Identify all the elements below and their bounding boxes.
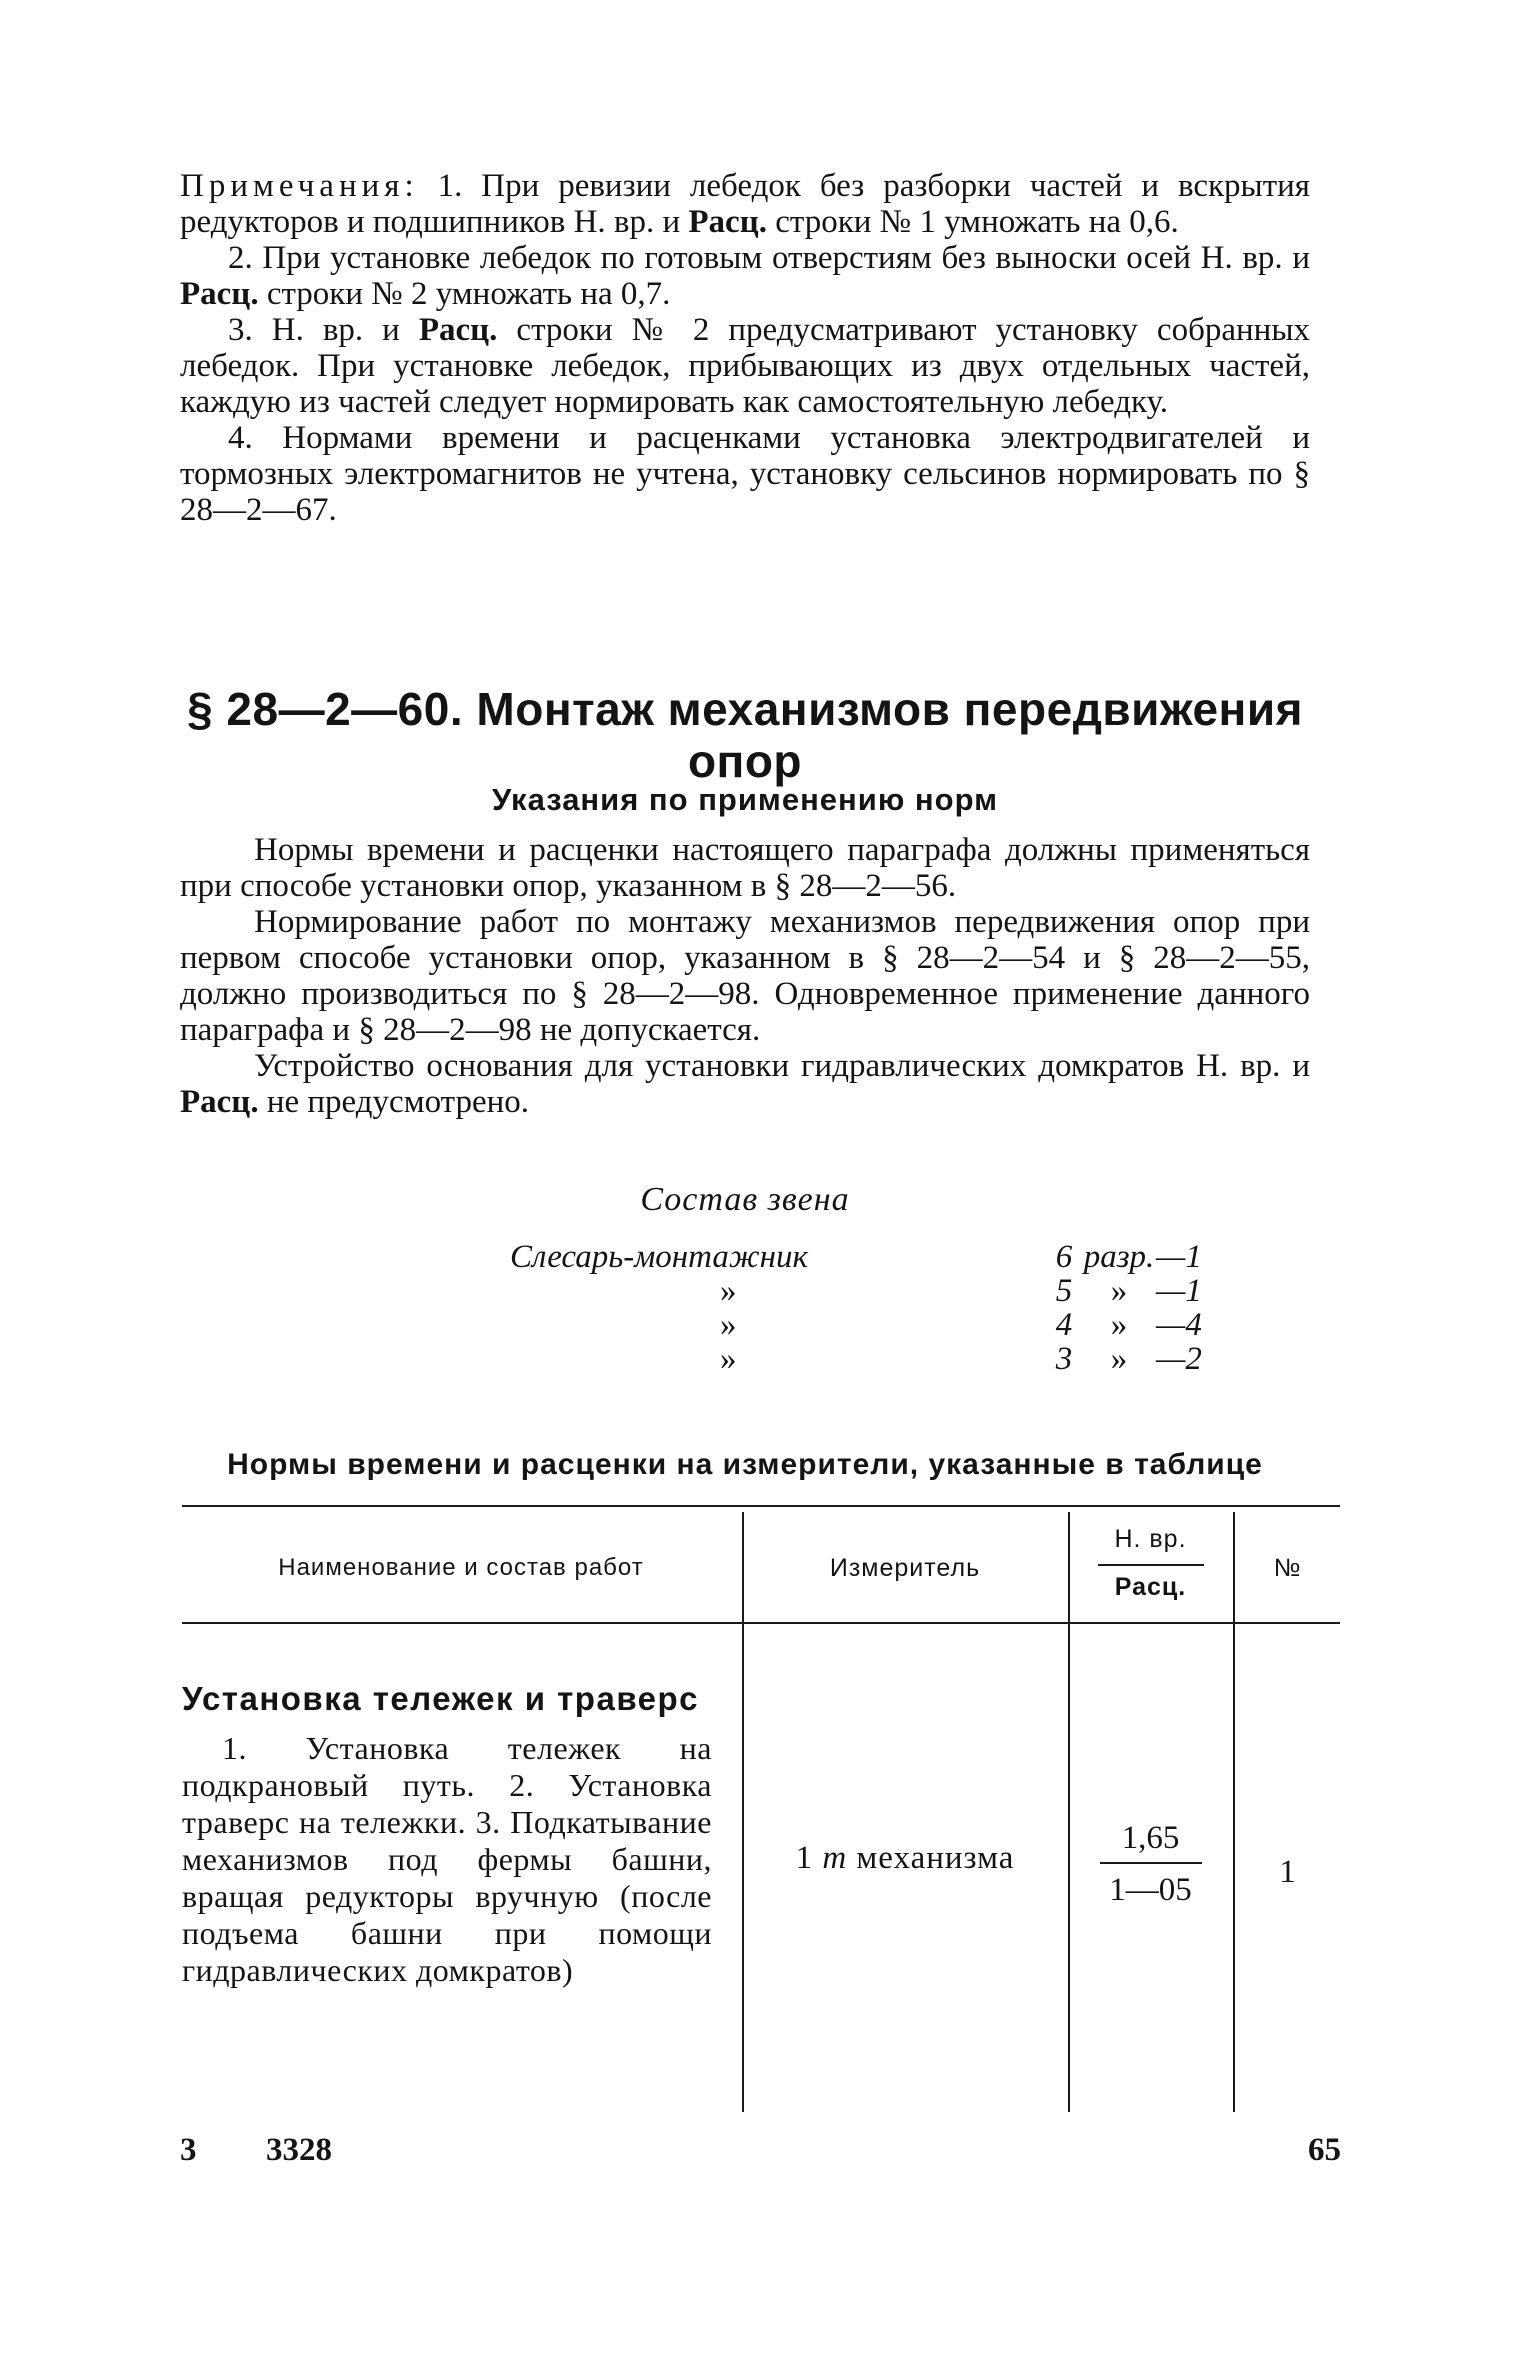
- unit-text: механизма: [856, 1840, 1015, 1876]
- print-code: 3328: [266, 2132, 332, 2168]
- table-column-divider: [742, 1512, 744, 2112]
- crew-row: [510, 1240, 1226, 1274]
- crew-grade: 6: [1055, 1239, 1073, 1275]
- work-description: 1. Установка тележек на подкрановый путь. 2. Установка траверс на тележки. 3. Подкатывание механизмов под фермы башни, вращая редукторы вручную (после подъема башни при помощи гидравлических домкратов): [182, 1730, 712, 1988]
- note-4: 4. Нормами времени и расценками установка электродвигателей и тормозных электромагнитов не учтена, установку сельсинов нормировать по § 28—2—67.: [180, 420, 1310, 528]
- table-top-rule: [182, 1505, 1340, 1507]
- header-norm-time: Н. вр.: [1114, 1525, 1187, 1553]
- row-number: 1: [1279, 1854, 1296, 1890]
- crew-count: —1: [1156, 1273, 1202, 1309]
- table-header-rule: [182, 1622, 1340, 1624]
- note-1: Примечания: 1. При ревизии лебедок без разборки частей и вскрытия редукторов и подшипников Н. вр. и Расц. строки № 1 умножать на 0,6.: [180, 168, 1310, 240]
- crew-grade: 3: [1055, 1341, 1073, 1377]
- crew-table: [510, 1240, 1226, 1376]
- table-column-divider: [1068, 1512, 1070, 2112]
- work-title: Установка тележек и траверс: [182, 1680, 700, 1717]
- table-column-divider: [1233, 1512, 1235, 2112]
- crew-count: —1: [1156, 1239, 1202, 1275]
- norm-time-value: 1,65: [1121, 1820, 1180, 1856]
- signature-sheet: 3: [180, 2132, 197, 2168]
- crew-role: »: [720, 1273, 737, 1309]
- unit-symbol: т: [822, 1840, 848, 1876]
- crew-row: [510, 1274, 1226, 1308]
- value-fraction-line: [1100, 1862, 1202, 1864]
- crew-title: Состав звена: [640, 1181, 850, 1218]
- notes-label: Примечания:: [180, 168, 419, 204]
- header-work: Наименование и состав работ: [278, 1554, 644, 1581]
- crew-row: [510, 1342, 1226, 1376]
- crew-role: »: [720, 1307, 737, 1343]
- note-3: 3. Н. вр. и Расц. строки № 2 предусматривают установку собранных лебедок. При установке лебедок, прибывающих из двух отдельных частей, каждую из частей следует нормировать как самостоятельную лебедку.: [180, 312, 1311, 420]
- crew-role: Слесарь-монтажник: [510, 1239, 808, 1275]
- crew-unit: »: [1110, 1307, 1128, 1343]
- page-number: 65: [1308, 2132, 1341, 2168]
- header-rate: Расц.: [1114, 1573, 1187, 1601]
- note-2: 2. При установке лебедок по готовым отверстиям без выноски осей Н. вр. и Расц. строки № 2 умножать на 0,7.: [180, 240, 1310, 312]
- crew-unit: »: [1110, 1341, 1128, 1377]
- crew-role: »: [720, 1341, 737, 1377]
- crew-count: —2: [1156, 1341, 1202, 1377]
- guideline-1: Нормы времени и расценки настоящего параграфа должны применяться при способе установки опор, указанном в § 28—2—56.: [180, 832, 1310, 904]
- unit-cell: [744, 1838, 1066, 1878]
- crew-grade: 5: [1055, 1273, 1073, 1309]
- section-title: § 28—2—60. Монтаж механизмов передвижения опор: [187, 683, 1303, 787]
- notes-block: [180, 168, 1310, 528]
- header-number: №: [1273, 1554, 1302, 1582]
- crew-grade: 4: [1055, 1307, 1073, 1343]
- guidelines-block: [180, 832, 1310, 1120]
- table-caption: Нормы времени и расценки на измерители, указанные в таблице: [227, 1448, 1263, 1481]
- section-subtitle: Указания по применению норм: [491, 782, 999, 817]
- crew-unit: »: [1110, 1273, 1128, 1309]
- crew-row: [510, 1308, 1226, 1342]
- header-fraction-line: [1098, 1564, 1204, 1566]
- guideline-3: Устройство основания для установки гидравлических домкратов Н. вр. и Расц. не предусмотрено.: [180, 1048, 1310, 1120]
- guideline-2: Нормирование работ по монтажу механизмов передвижения опор при первом способе установки опор, указанном в § 28—2—54 и § 28—2—55, должно производиться по § 28—2—98. Одновременное применение данного параграфа и § 28—2—98 не допускается.: [180, 904, 1310, 1048]
- unit-qty: 1: [795, 1840, 814, 1876]
- header-unit: Измеритель: [829, 1554, 981, 1582]
- crew-unit: разр.: [1083, 1239, 1155, 1275]
- rate-value: 1—05: [1109, 1872, 1192, 1908]
- crew-count: —4: [1156, 1307, 1202, 1343]
